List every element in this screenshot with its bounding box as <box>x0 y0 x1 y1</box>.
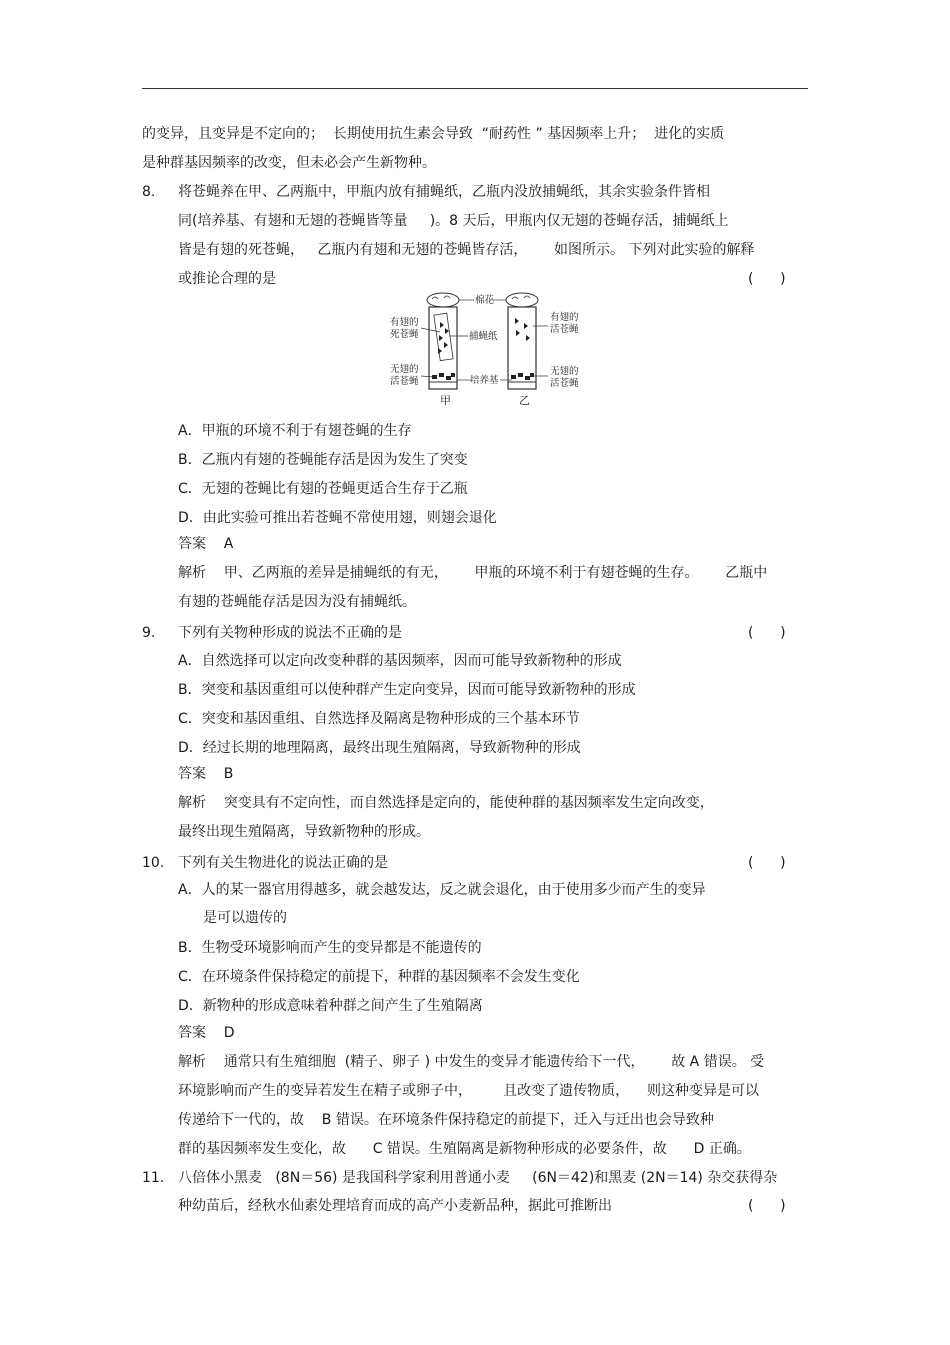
label-dead-winged-1: 有翅的 <box>390 317 419 328</box>
question-10-option-d: D．新物种的形成意味着种群之间产生了生殖隔离 <box>178 998 483 1014</box>
wingless-flies-jia <box>432 373 455 380</box>
label-wingless-left-2: 活苍蝇 <box>390 376 419 387</box>
cotton-plug-right <box>506 293 538 307</box>
question-9-analysis-1: 解析 突变具有不定向性，而自然选择是定向的，能使种群的基因频率发生定向改变， <box>178 795 714 811</box>
wingless-flies-yi <box>511 373 534 380</box>
question-8-option-a: A．甲瓶的环境不利于有翅苍蝇的生存 <box>178 423 412 439</box>
question-10-analysis-4: 群的基因频率发生变化，故 C 错误。生殖隔离是新物种形成的必要条件，故 D 正确。 <box>178 1141 751 1157</box>
label-wingless-left-1: 无翅的 <box>390 364 419 375</box>
question-10-answer: 答案 D <box>178 1025 235 1041</box>
flypaper-strip <box>434 313 453 360</box>
question-10-option-a-2: 是可以遗传的 <box>203 910 287 926</box>
question-10-option-a-1: A．人的某一器官用得越多，就会越发达，反之就会退化，由于使用多少而产生的变异 <box>178 882 706 898</box>
question-8-stem-2: 同(培养基、有翅和无翅的苍蝇皆等量 )。8 天后，甲瓶内仅无翅的苍蝇存活，捕蝇纸上 <box>178 213 729 229</box>
question-9-answer-bracket: ( ) <box>748 625 786 641</box>
question-8-answer: 答案 A <box>178 536 234 552</box>
question-10-analysis-1: 解析 通常只有生殖细胞 (精子、卵子 ) 中发生的变异才能遗传给下一代， 故 A 错误。 受 <box>178 1054 765 1070</box>
question-10-analysis-2: 环境影响而产生的变异若发生在精子或卵子中， 且改变了遗传物质， 则这种变异是可以 <box>178 1083 759 1099</box>
label-jar-yi: 乙 <box>519 394 530 407</box>
question-11-answer-bracket: ( ) <box>748 1198 786 1214</box>
question-8-analysis-1: 解析 甲、乙两瓶的差异是捕蝇纸的有无， 甲瓶的环境不利于有翅苍蝇的生存。 乙瓶中 <box>178 565 768 581</box>
label-wingless-right-2: 活苍蝇 <box>550 378 579 389</box>
question-10-number: 10. <box>142 855 165 871</box>
question-8-answer-bracket: ( ) <box>748 271 786 287</box>
label-dead-winged-2: 死苍蝇 <box>390 329 419 340</box>
question-8-number: 8. <box>142 184 156 200</box>
question-9-analysis-2: 最终出现生殖隔离，导致新物种的形成。 <box>178 824 430 840</box>
question-8-stem-4: 或推论合理的是 <box>178 271 276 287</box>
question-8-stem-3: 皆是有翅的死苍蝇， 乙瓶内有翅和无翅的苍蝇皆存活， 如图所示。 下列对此实验的解释 <box>178 242 755 258</box>
question-9-number: 9. <box>142 625 156 641</box>
question-11-number: 11. <box>142 1170 165 1186</box>
question-8-option-b: B．乙瓶内有翅的苍蝇能存活是因为发生了突变 <box>178 452 468 468</box>
label-wingless-right-1: 无翅的 <box>550 366 579 377</box>
question-10-analysis-3: 传递给下一代的，故 B 错误。在环境条件保持稳定的前提下，迁入与迁出也会导致种 <box>178 1112 714 1128</box>
question-8-option-c: C．无翅的苍蝇比有翅的苍蝇更适合生存于乙瓶 <box>178 481 468 497</box>
header-rule <box>142 88 808 89</box>
label-jar-jia: 甲 <box>440 394 451 407</box>
label-flypaper: 捕蝇纸 <box>469 331 498 342</box>
question-10-stem: 下列有关生物进化的说法正确的是 <box>178 855 388 871</box>
label-cotton: 棉花 <box>475 295 495 306</box>
question-9-option-c: C．突变和基因重组、自然选择及隔离是物种形成的三个基本环节 <box>178 711 580 727</box>
question-8-stem-1: 将苍蝇养在甲、乙两瓶中，甲瓶内放有捕蝇纸，乙瓶内没放捕蝇纸，其余实验条件皆相 <box>178 184 710 200</box>
question-9-option-d: D．经过长期的地理隔离，最终出现生殖隔离，导致新物种的形成 <box>178 740 581 756</box>
question-8-option-d: D．由此实验可推出若苍蝇不常使用翅，则翅会退化 <box>178 510 497 526</box>
cotton-plug-left <box>427 293 459 307</box>
live-winged-flies <box>515 318 530 341</box>
intro-line-2: 是种群基因频率的改变，但未必会产生新物种。 <box>142 155 436 171</box>
question-11-stem-2: 种幼苗后，经秋水仙素处理培育而成的高产小麦新品种，据此可推断出 <box>178 1198 612 1214</box>
label-medium: 培养基 <box>470 375 499 386</box>
question-11-stem-1: 八倍体小黑麦 (8N＝56) 是我国科学家利用普通小麦 (6N＝42)和黑麦 (2N＝14) 杂交获得杂 <box>178 1170 778 1186</box>
fly-jar-figure <box>388 290 588 408</box>
label-live-winged-1: 有翅的 <box>550 312 579 323</box>
question-9-option-b: B．突变和基因重组可以使种群产生定向变异，因而可能导致新物种的形成 <box>178 682 636 698</box>
question-9-stem: 下列有关物种形成的说法不正确的是 <box>178 625 402 641</box>
question-9-option-a: A．自然选择可以定向改变种群的基因频率，因而可能导致新物种的形成 <box>178 653 622 669</box>
question-9-answer: 答案 B <box>178 766 234 782</box>
intro-line-1: 的变异，且变异是不定向的； 长期使用抗生素会导致 “耐药性 ” 基因频率上升； 进化的实质 <box>142 126 725 142</box>
question-10-answer-bracket: ( ) <box>748 855 786 871</box>
question-10-option-c: C．在环境条件保持稳定的前提下，种群的基因频率不会发生变化 <box>178 969 580 985</box>
label-live-winged-2: 活苍蝇 <box>550 324 579 335</box>
question-8-analysis-2: 有翅的苍蝇能存活是因为没有捕蝇纸。 <box>178 594 416 610</box>
question-10-option-b: B．生物受环境影响而产生的变异都是不能遗传的 <box>178 940 482 956</box>
